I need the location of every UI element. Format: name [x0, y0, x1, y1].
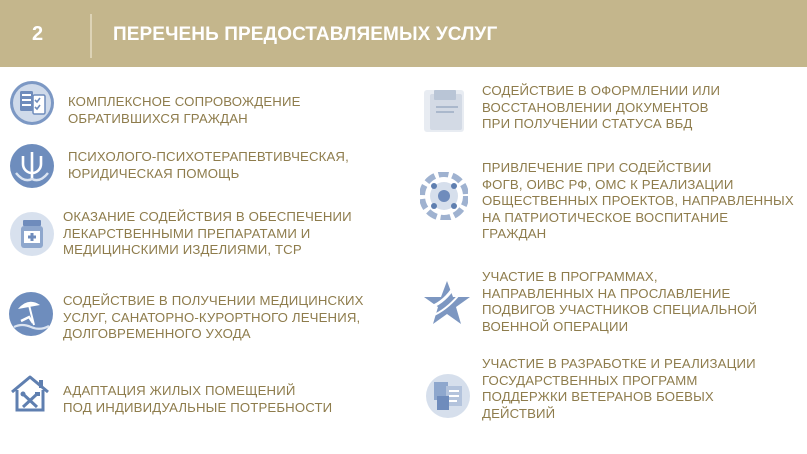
psychology-psi-icon: [9, 143, 55, 189]
service-item: УЧАСТИЕ В РАЗРАБОТКЕ И РЕАЛИЗАЦИИ ГОСУДАРСТВЕННЫХ ПРОГРАММ ПОДДЕРЖКИ ВЕТЕРАНОВ БОЕВЫХ ДЕЙСТВИЙ: [482, 356, 756, 421]
header-divider: [90, 14, 92, 58]
state-programs-icon: [424, 372, 472, 420]
collaboration-circle-icon: [420, 172, 468, 220]
header-bar: [0, 0, 807, 67]
slide-number: 2: [32, 23, 44, 45]
documents-checklist-icon: [9, 80, 55, 126]
medicine-jar-icon: [9, 211, 55, 257]
service-item: УЧАСТИЕ В ПРОГРАММАХ, НАПРАВЛЕННЫХ НА ПРОСЛАВЛЕНИЕ ПОДВИГОВ УЧАСТНИКОВ СПЕЦИАЛЬНОЙ ВОЕННОЙ ОПЕРАЦИИ: [482, 269, 758, 334]
star-icon: [422, 278, 472, 328]
service-item: СОДЕЙСТВИЕ В ОФОРМЛЕНИИ ИЛИ ВОССТАНОВЛЕНИИ ДОКУМЕНТОВ ПРИ ПОЛУЧЕНИИ СТАТУСА ВБД: [482, 83, 721, 132]
beach-resort-icon: [8, 291, 54, 337]
service-item: СОДЕЙСТВИЕ В ПОЛУЧЕНИИ МЕДИЦИНСКИХ УСЛУГ, САНАТОРНО-КУРОРТНОГО ЛЕЧЕНИЯ, ДОЛГОВРЕМЕННОГО УХОДА: [63, 293, 364, 342]
document-folder-icon: [418, 84, 470, 136]
service-item: ПСИХОЛОГО-ПСИХОТЕРАПЕВТИВЧЕСКАЯ, ЮРИДИЧЕСКАЯ ПОМОЩЬ: [68, 149, 349, 181]
service-item: ОКАЗАНИЕ СОДЕЙСТВИЯ В ОБЕСПЕЧЕНИИ ЛЕКАРСТВЕННЫМИ ПРЕПАРАТАМИ И МЕДИЦИНСКИМИ ИЗДЕЛИЯМИ, ТСР: [63, 209, 352, 258]
house-tools-icon: [8, 372, 52, 416]
service-item: АДАПТАЦИЯ ЖИЛЫХ ПОМЕЩЕНИЙ ПОД ИНДИВИДУАЛЬНЫЕ ПОТРЕБНОСТИ: [63, 383, 333, 415]
page-title: ПЕРЕЧЕНЬ ПРЕДОСТАВЛЯЕМЫХ УСЛУГ: [113, 24, 498, 45]
service-item: ПРИВЛЕЧЕНИЕ ПРИ СОДЕЙСТВИИ ФОГВ, ОИВС РФ, ОМС К РЕАЛИЗАЦИИ ОБЩЕСТВЕННЫХ ПРОЕКТОВ, НАПРАВЛЕННЫХ НА ПАТРИОТИЧЕСКОЕ ВОСПИТАНИЕ ГРАЖДАН: [482, 160, 794, 242]
service-item: КОМПЛЕКСНОЕ СОПРОВОЖДЕНИЕ ОБРАТИВШИХСЯ ГРАЖДАН: [68, 94, 301, 126]
